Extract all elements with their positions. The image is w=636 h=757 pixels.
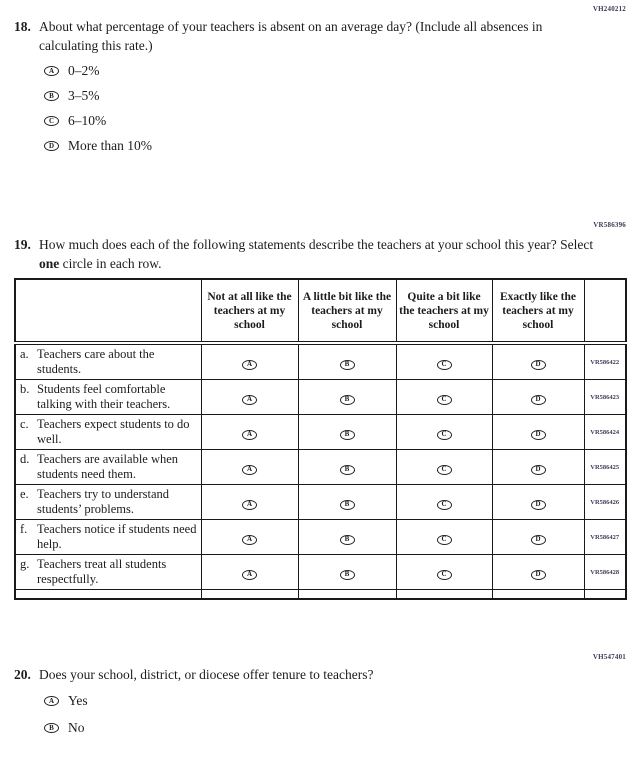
question-18	[14, 17, 589, 55]
column-header: Not at all like the teachers at my school	[201, 279, 298, 343]
bubble-cell[interactable]	[201, 415, 298, 450]
answer-bubble-icon[interactable]: C	[437, 535, 452, 545]
bubble-cell[interactable]	[396, 380, 492, 415]
answer-bubble-icon[interactable]: A	[242, 395, 257, 405]
item-code: VR586424	[584, 415, 626, 450]
answer-bubble-icon[interactable]: C	[437, 430, 452, 440]
bubble-cell[interactable]	[298, 520, 396, 555]
answer-option[interactable]	[44, 114, 152, 128]
question-number: 19.	[14, 237, 31, 252]
answer-bubble-icon[interactable]: D	[531, 430, 546, 440]
bubble-cell[interactable]	[201, 450, 298, 485]
question-number: 18.	[14, 19, 31, 34]
bubble-cell[interactable]	[396, 415, 492, 450]
bubble-cell[interactable]	[298, 485, 396, 520]
bubble-cell[interactable]	[492, 415, 584, 450]
statement-text: Students feel comfortable talking with their teachers.	[37, 382, 171, 411]
item-code: VR586423	[584, 380, 626, 415]
table-partial-row	[15, 590, 626, 599]
bubble-cell[interactable]	[492, 450, 584, 485]
statement-cell	[15, 555, 201, 590]
answer-bubble-icon[interactable]: A	[44, 66, 59, 76]
bubble-cell[interactable]	[201, 343, 298, 380]
accession-code-q20: VH547401	[592, 653, 626, 661]
answer-option[interactable]	[44, 139, 152, 153]
table-header-row	[15, 279, 626, 343]
code-column-header	[584, 279, 626, 343]
answer-bubble-icon[interactable]: B	[44, 91, 59, 101]
statement-column-header	[15, 279, 201, 343]
answer-bubble-icon[interactable]: C	[437, 570, 452, 580]
option-label: 3–5%	[68, 88, 100, 103]
column-header: Quite a bit like the teachers at my school	[396, 279, 492, 343]
answer-option[interactable]	[44, 721, 88, 735]
answer-bubble-icon[interactable]: B	[340, 500, 355, 510]
bubble-cell[interactable]	[201, 485, 298, 520]
statement-text: Teachers treat all students respectfully.	[37, 557, 167, 586]
answer-bubble-icon[interactable]: D	[531, 465, 546, 475]
statement-cell	[15, 343, 201, 380]
bubble-cell[interactable]	[396, 343, 492, 380]
answer-bubble-icon[interactable]: A	[242, 360, 257, 370]
option-label: No	[68, 720, 85, 735]
bubble-cell[interactable]	[298, 555, 396, 590]
question-text-bold: one	[39, 256, 60, 271]
bubble-cell[interactable]	[492, 380, 584, 415]
table-row	[15, 485, 626, 520]
table-row	[15, 520, 626, 555]
answer-bubble-icon[interactable]: A	[242, 500, 257, 510]
item-code: VR586426	[584, 485, 626, 520]
answer-bubble-icon[interactable]: D	[531, 360, 546, 370]
answer-bubble-icon[interactable]: D	[531, 395, 546, 405]
bubble-cell[interactable]	[201, 555, 298, 590]
question-text: Does your school, district, or diocese offer tenure to teachers?	[39, 667, 374, 682]
item-code: VR586425	[584, 450, 626, 485]
answer-bubble-icon[interactable]: C	[437, 395, 452, 405]
statement-cell	[15, 415, 201, 450]
bubble-cell[interactable]	[396, 555, 492, 590]
row-letter: e.	[20, 487, 29, 501]
answer-bubble-icon[interactable]: D	[531, 500, 546, 510]
row-letter: f.	[20, 522, 28, 536]
statement-cell	[15, 450, 201, 485]
answer-bubble-icon[interactable]: B	[44, 723, 59, 733]
answer-option[interactable]	[44, 64, 152, 78]
answer-bubble-icon[interactable]: B	[340, 430, 355, 440]
question-20-options	[44, 694, 88, 748]
statement-text: Teachers notice if students need help.	[37, 522, 197, 551]
answer-bubble-icon[interactable]: B	[340, 535, 355, 545]
bubble-cell[interactable]	[298, 450, 396, 485]
answer-bubble-icon[interactable]: D	[44, 141, 59, 151]
option-label: Yes	[68, 693, 88, 708]
item-code: VR586427	[584, 520, 626, 555]
row-letter: g.	[20, 557, 30, 571]
bubble-cell[interactable]	[201, 380, 298, 415]
answer-bubble-icon[interactable]: A	[242, 430, 257, 440]
bubble-cell[interactable]	[492, 555, 584, 590]
question-text	[39, 235, 595, 273]
column-header: A little bit like the teachers at my school	[298, 279, 396, 343]
bubble-cell[interactable]	[492, 520, 584, 555]
answer-bubble-icon[interactable]: A	[242, 465, 257, 475]
statement-cell	[15, 520, 201, 555]
statement-text: Teachers care about the students.	[37, 347, 155, 376]
answer-option[interactable]	[44, 694, 88, 708]
answer-bubble-icon[interactable]: C	[437, 500, 452, 510]
table-row	[15, 450, 626, 485]
item-code: VR586428	[584, 555, 626, 590]
question-18-options	[44, 64, 152, 164]
row-letter: b.	[20, 382, 30, 396]
question-19-table	[14, 278, 627, 600]
bubble-cell[interactable]	[396, 450, 492, 485]
answer-bubble-icon[interactable]: C	[437, 465, 452, 475]
statement-cell	[15, 485, 201, 520]
bubble-cell[interactable]	[201, 520, 298, 555]
question-19	[14, 235, 614, 273]
bubble-cell[interactable]	[298, 343, 396, 380]
question-text-part: circle in each row.	[59, 256, 162, 271]
table-row	[15, 415, 626, 450]
answer-bubble-icon[interactable]: B	[340, 395, 355, 405]
bubble-cell[interactable]	[492, 485, 584, 520]
question-text: About what percentage of your teachers is absent on an average day? (Include all absences in calculating this rate.)	[39, 19, 543, 53]
column-header: Exactly like the teachers at my school	[492, 279, 584, 343]
option-label: More than 10%	[68, 138, 152, 153]
answer-bubble-icon[interactable]: D	[531, 535, 546, 545]
row-letter: c.	[20, 417, 29, 431]
accession-code-q18: VH240212	[592, 5, 626, 13]
question-20	[14, 665, 614, 684]
bubble-cell[interactable]	[298, 380, 396, 415]
accession-code-q19: VR586396	[593, 221, 626, 229]
question-number: 20.	[14, 667, 31, 682]
row-letter: a.	[20, 347, 29, 361]
answer-bubble-icon[interactable]: A	[242, 570, 257, 580]
statement-text: Teachers are available when students need them.	[37, 452, 179, 481]
answer-bubble-icon[interactable]: B	[340, 465, 355, 475]
answer-bubble-icon[interactable]: D	[531, 570, 546, 580]
option-label: 0–2%	[68, 63, 100, 78]
answer-bubble-icon[interactable]: A	[242, 535, 257, 545]
statement-text: Teachers try to understand students’ problems.	[37, 487, 170, 516]
answer-bubble-icon[interactable]: C	[437, 360, 452, 370]
answer-bubble-icon[interactable]: C	[44, 116, 59, 126]
option-label: 6–10%	[68, 113, 107, 128]
statement-text: Teachers expect students to do well.	[37, 417, 190, 446]
answer-bubble-icon[interactable]: B	[340, 570, 355, 580]
bubble-cell[interactable]	[492, 343, 584, 380]
table-row	[15, 380, 626, 415]
question-text-part: How much does each of the following statements describe the teachers at your school this year? Select	[39, 237, 594, 252]
bubble-cell[interactable]	[298, 415, 396, 450]
statement-cell	[15, 380, 201, 415]
bubble-cell[interactable]	[396, 520, 492, 555]
bubble-cell[interactable]	[396, 485, 492, 520]
answer-option[interactable]	[44, 89, 152, 103]
row-letter: d.	[20, 452, 30, 466]
answer-bubble-icon[interactable]: A	[44, 696, 59, 706]
table-row	[15, 343, 626, 380]
table-row	[15, 555, 626, 590]
answer-bubble-icon[interactable]: B	[340, 360, 355, 370]
item-code: VR586422	[584, 343, 626, 380]
